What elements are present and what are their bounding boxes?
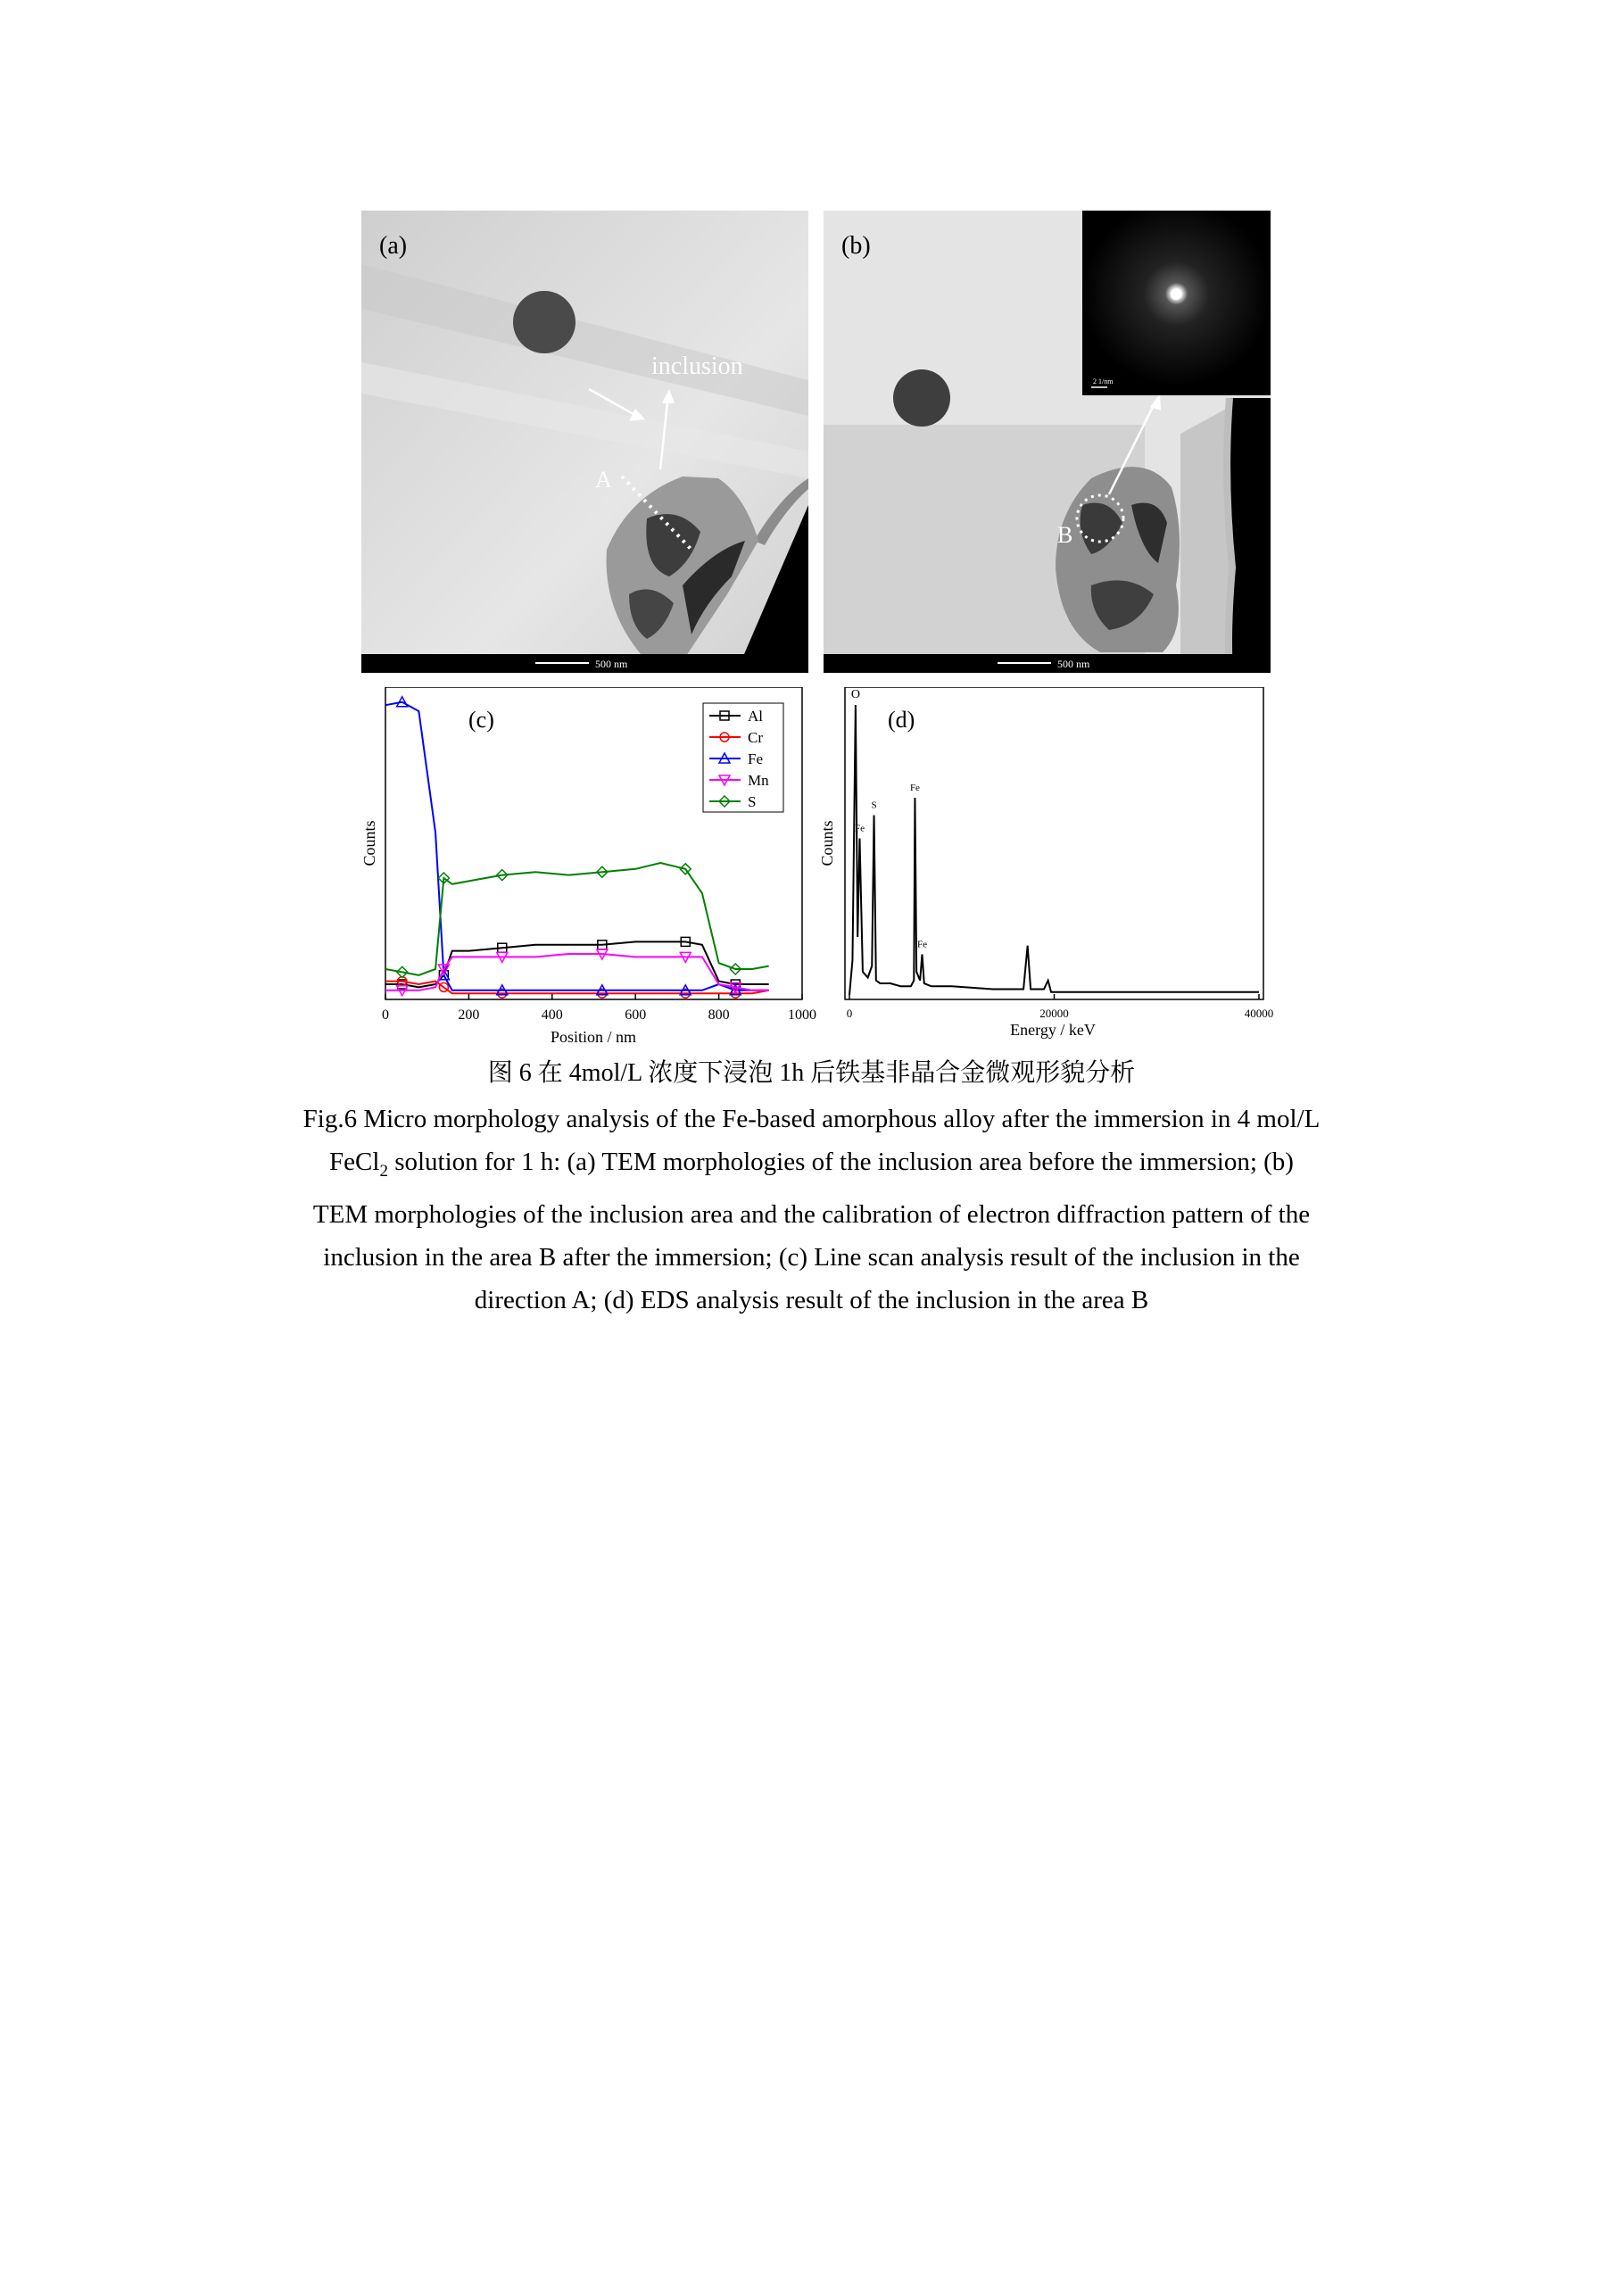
peak-label-fe: Fe: [916, 939, 927, 950]
area-b-label: B: [1057, 522, 1073, 548]
x-tick-label: 400: [541, 1007, 563, 1023]
x-tick-label: 600: [625, 1007, 647, 1023]
tem-image-a: [361, 211, 808, 673]
inclusion-label: inclusion: [651, 352, 743, 380]
caption-en-line: inclusion in the area B after the immersion; (c) Line scan analysis result of the inclusion in the: [323, 1242, 1300, 1272]
caption-en-line: TEM morphologies of the inclusion area and the calibration of electron diffraction pattern of the: [312, 1199, 1311, 1229]
legend-entry-fe: Fe: [748, 750, 763, 767]
eds-spectrum-line: [849, 705, 1259, 995]
caption-en-line: Fig.6 Micro morphology analysis of the Fe-based amorphous alloy after the immersion in 4 mol/L: [302, 1105, 1321, 1133]
peak-label-fe: Fe: [909, 783, 920, 793]
x-tick-label: 20000: [1039, 1007, 1069, 1020]
inset-scale-bar: 2 1/nm: [1093, 377, 1114, 385]
panel-b-label: (b): [841, 232, 871, 260]
peak-label-s: S: [871, 800, 877, 811]
x-tick-label: 0: [382, 1007, 389, 1023]
chart-c-panel-label: (c): [468, 707, 494, 733]
panel-a-label: (a): [379, 232, 408, 260]
tem-image-b: [824, 211, 1271, 673]
inclusion-particle-small-b: [893, 369, 950, 427]
chart-c-xlabel: Position / nm: [550, 1028, 637, 1044]
legend-entry-al: Al: [748, 708, 763, 725]
x-tick-label: 1000: [788, 1007, 816, 1023]
x-tick-label: 40000: [1244, 1007, 1274, 1020]
caption-en-line: direction A; (d) EDS analysis result of the inclusion in the area B: [474, 1285, 1149, 1314]
figure-caption-en: [134, 1098, 1489, 1322]
caption-en-line: FeCl$_2$ solution for 1 h: (a) TEM morphologies of the inclusion area before the immersion; (b): [329, 1148, 1294, 1181]
inclusion-particle-small: [513, 291, 576, 353]
x-tick-label: 800: [708, 1007, 730, 1023]
chart-d-ylabel: Counts: [818, 820, 836, 866]
saed-inset: [1082, 211, 1271, 395]
chart-d-panel-label: (d): [888, 707, 915, 733]
eds-spectrum-chart: [816, 687, 1280, 1044]
peak-label-fe: Fe: [854, 823, 865, 834]
legend-entry-mn: Mn: [748, 772, 769, 789]
figure-caption-cn: 图 6 在 4mol/L 浓度下浸泡 1h 后铁基非晶合金微观形貌分析: [487, 1059, 1136, 1087]
scale-bar-a: 500 nm: [595, 658, 628, 670]
chart-c-legend: [703, 703, 783, 812]
chart-c-ylabel: Counts: [360, 820, 378, 866]
chart-d-frame: [845, 687, 1263, 999]
line-a-label: A: [595, 467, 612, 493]
line-scan-chart: [357, 687, 821, 1044]
scale-bar-b: 500 nm: [1057, 658, 1090, 670]
x-tick-label: 0: [846, 1007, 853, 1020]
legend-entry-cr: Cr: [748, 729, 763, 746]
legend-entry-s: S: [748, 793, 757, 810]
x-tick-label: 200: [458, 1007, 480, 1023]
chart-d-xlabel: Energy / keV: [1010, 1021, 1096, 1039]
peak-label-o: O: [850, 688, 860, 701]
